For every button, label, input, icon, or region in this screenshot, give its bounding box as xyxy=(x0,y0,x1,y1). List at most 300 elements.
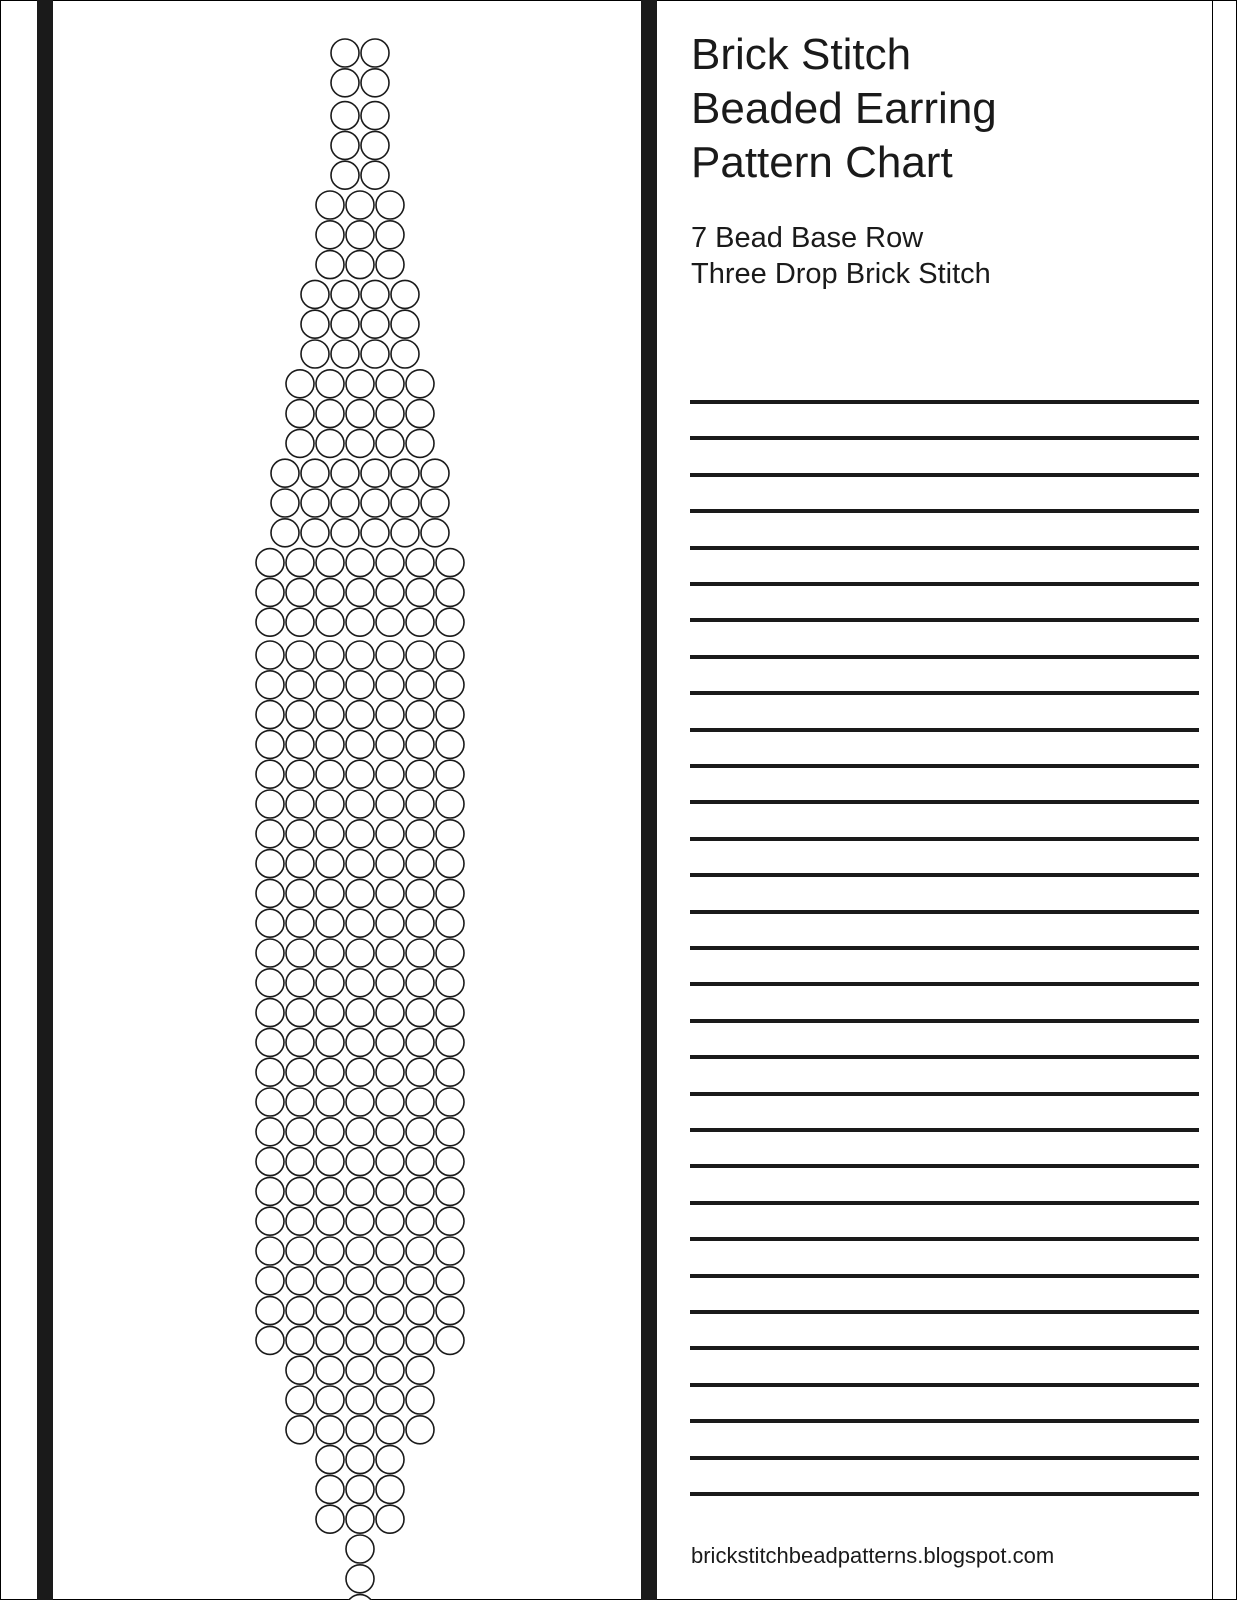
bead-circle xyxy=(421,459,449,487)
bead-circle xyxy=(316,1297,344,1325)
bead-circle xyxy=(256,608,284,636)
bead-circle xyxy=(406,701,434,729)
bead-circle xyxy=(361,69,389,97)
bead-circle xyxy=(346,790,374,818)
bead-circle xyxy=(406,578,434,606)
title-line-1: Brick Stitch xyxy=(691,30,912,79)
bead-circle xyxy=(346,251,374,279)
note-line xyxy=(690,910,1199,914)
bead-circle xyxy=(256,1088,284,1116)
bead-circle xyxy=(316,969,344,997)
bead-circle xyxy=(376,1326,404,1354)
bead-circle xyxy=(316,641,344,669)
bead-circle xyxy=(286,1088,314,1116)
bead-circle xyxy=(361,102,389,130)
bead-circle xyxy=(436,549,464,577)
bead-circle xyxy=(286,608,314,636)
bead-circle xyxy=(346,999,374,1027)
bead-circle xyxy=(331,519,359,547)
bead-circle xyxy=(286,641,314,669)
bead-circle xyxy=(316,1088,344,1116)
bead-circle xyxy=(376,1475,404,1503)
bead-circle xyxy=(286,850,314,878)
bead-circle xyxy=(436,790,464,818)
chart-subtitle xyxy=(691,220,1191,292)
bead-circle xyxy=(286,760,314,788)
bead-circle xyxy=(256,1177,284,1205)
bead-circle xyxy=(346,760,374,788)
bead-circle xyxy=(406,1416,434,1444)
bead-circle xyxy=(286,1326,314,1354)
title-line-2: Beaded Earring xyxy=(691,84,997,133)
bead-circle xyxy=(436,608,464,636)
bead-circle xyxy=(301,489,329,517)
bead-circle xyxy=(286,1237,314,1265)
bead-circle xyxy=(286,790,314,818)
bead-circle xyxy=(316,790,344,818)
bead-circle xyxy=(361,161,389,189)
note-line xyxy=(690,618,1199,622)
bead-circle xyxy=(406,760,434,788)
bead-circle xyxy=(256,549,284,577)
bead-circle xyxy=(436,1028,464,1056)
bead-circle xyxy=(406,790,434,818)
bead-circle xyxy=(331,340,359,368)
bead-circle xyxy=(331,459,359,487)
bead-circle xyxy=(346,1595,374,1600)
bead-circle xyxy=(346,1386,374,1414)
note-line xyxy=(690,1456,1199,1460)
bead-circle xyxy=(316,1058,344,1086)
bead-circle xyxy=(391,310,419,338)
bead-circle xyxy=(436,1297,464,1325)
bead-circle xyxy=(256,730,284,758)
bead-circle xyxy=(376,820,404,848)
bead-circle xyxy=(316,850,344,878)
bead-circle xyxy=(316,1505,344,1533)
note-line xyxy=(690,764,1199,768)
bead-circle xyxy=(316,1148,344,1176)
bead-circle xyxy=(301,340,329,368)
bead-circle xyxy=(286,879,314,907)
bead-circle xyxy=(316,701,344,729)
bead-circle xyxy=(406,939,434,967)
bead-circle xyxy=(346,1028,374,1056)
bead-circle xyxy=(406,370,434,398)
bead-circle xyxy=(376,790,404,818)
bead-circle xyxy=(331,69,359,97)
bead-circle xyxy=(436,820,464,848)
bead-circle xyxy=(406,1326,434,1354)
bead-circle xyxy=(331,310,359,338)
bead-circle xyxy=(376,1416,404,1444)
bead-circle xyxy=(271,519,299,547)
bead-circle xyxy=(436,760,464,788)
bead-circle xyxy=(286,730,314,758)
bead-circle xyxy=(406,730,434,758)
bead-circle xyxy=(346,1535,374,1563)
bead-circle xyxy=(436,1058,464,1086)
bead-circle xyxy=(406,969,434,997)
note-line xyxy=(690,800,1199,804)
bead-circle xyxy=(436,1207,464,1235)
bead-circle xyxy=(376,1118,404,1146)
bead-circle xyxy=(346,578,374,606)
bead-circle xyxy=(406,999,434,1027)
bead-circle xyxy=(286,939,314,967)
bead-circle xyxy=(271,489,299,517)
note-line xyxy=(690,1237,1199,1241)
bead-circle xyxy=(316,1118,344,1146)
center-divider-bar xyxy=(641,0,657,1600)
note-line xyxy=(690,946,1199,950)
bead-circle xyxy=(346,1326,374,1354)
bead-circle xyxy=(346,1058,374,1086)
bead-circle xyxy=(256,909,284,937)
bead-circle xyxy=(361,489,389,517)
bead-circle xyxy=(376,999,404,1027)
bead-circle xyxy=(406,1088,434,1116)
note-line xyxy=(690,728,1199,732)
bead-circle xyxy=(316,760,344,788)
bead-circle xyxy=(436,641,464,669)
bead-circle xyxy=(376,1088,404,1116)
bead-circle xyxy=(346,1237,374,1265)
bead-circle xyxy=(406,1267,434,1295)
bead-circle xyxy=(316,370,344,398)
bead-circle xyxy=(346,1088,374,1116)
bead-circle xyxy=(316,400,344,428)
note-line xyxy=(690,691,1199,695)
bead-circle xyxy=(286,1058,314,1086)
bead-circle xyxy=(256,1118,284,1146)
bead-circle xyxy=(406,1148,434,1176)
bead-circle xyxy=(346,701,374,729)
bead-circle xyxy=(286,1416,314,1444)
bead-circle xyxy=(286,1177,314,1205)
title-line-3: Pattern Chart xyxy=(691,138,953,187)
bead-circle xyxy=(346,671,374,699)
bead-circle xyxy=(256,701,284,729)
bead-circle xyxy=(436,701,464,729)
bead-circle xyxy=(361,39,389,67)
bead-circle xyxy=(256,1326,284,1354)
note-line xyxy=(690,1201,1199,1205)
bead-circle xyxy=(286,671,314,699)
bead-circle xyxy=(376,549,404,577)
bead-circle xyxy=(436,1237,464,1265)
bead-circle xyxy=(286,429,314,457)
bead-circle xyxy=(421,519,449,547)
bead-circle xyxy=(346,1446,374,1474)
bead-circle xyxy=(286,999,314,1027)
bead-circle xyxy=(316,221,344,249)
bead-circle xyxy=(346,1416,374,1444)
right-border-line xyxy=(1212,0,1213,1600)
note-line xyxy=(690,1419,1199,1423)
bead-circle xyxy=(406,1177,434,1205)
bead-circle xyxy=(286,1267,314,1295)
bead-circle xyxy=(256,578,284,606)
bead-circle xyxy=(346,939,374,967)
bead-circle xyxy=(346,1148,374,1176)
bead-circle xyxy=(316,939,344,967)
bead-circle xyxy=(346,909,374,937)
bead-circle xyxy=(376,850,404,878)
bead-circle xyxy=(406,1297,434,1325)
bead-circle xyxy=(331,280,359,308)
bead-circle xyxy=(346,191,374,219)
bead-circle xyxy=(346,1475,374,1503)
bead-circle xyxy=(286,1207,314,1235)
bead-circle xyxy=(256,939,284,967)
bead-circle xyxy=(436,578,464,606)
bead-circle xyxy=(346,730,374,758)
bead-circle xyxy=(346,1505,374,1533)
bead-circle xyxy=(376,608,404,636)
bead-circle xyxy=(376,1297,404,1325)
bead-circle xyxy=(316,909,344,937)
bead-circle xyxy=(406,1237,434,1265)
bead-circle xyxy=(391,280,419,308)
bead-circle xyxy=(316,1028,344,1056)
note-line xyxy=(690,1274,1199,1278)
bead-circle xyxy=(406,1058,434,1086)
bead-circle xyxy=(331,489,359,517)
bead-circle xyxy=(316,1446,344,1474)
bead-circle xyxy=(346,1297,374,1325)
bead-circle xyxy=(346,1207,374,1235)
bead-circle xyxy=(391,340,419,368)
bead-circle xyxy=(391,519,419,547)
note-line xyxy=(690,1310,1199,1314)
bead-circle xyxy=(346,1565,374,1593)
bead-circle xyxy=(316,1386,344,1414)
bead-circle xyxy=(316,730,344,758)
bead-circle xyxy=(316,820,344,848)
bead-circle xyxy=(316,1356,344,1384)
note-line xyxy=(690,1019,1199,1023)
bead-circle xyxy=(286,578,314,606)
bead-circle xyxy=(436,999,464,1027)
bead-circle xyxy=(256,969,284,997)
bead-circle xyxy=(406,1356,434,1384)
bead-circle xyxy=(376,429,404,457)
bead-circle xyxy=(361,340,389,368)
note-line xyxy=(690,837,1199,841)
bead-circle xyxy=(346,820,374,848)
note-line xyxy=(690,1092,1199,1096)
bead-circle xyxy=(436,730,464,758)
bead-circle xyxy=(346,641,374,669)
bead-circle xyxy=(406,1028,434,1056)
bead-circle xyxy=(376,939,404,967)
bead-circle xyxy=(421,489,449,517)
bead-circle xyxy=(376,1207,404,1235)
bead-circle xyxy=(286,1118,314,1146)
bead-circle xyxy=(316,608,344,636)
bead-circle xyxy=(376,1058,404,1086)
bead-circle xyxy=(406,820,434,848)
bead-circle xyxy=(316,1207,344,1235)
bead-circle xyxy=(286,1028,314,1056)
bead-circle xyxy=(286,909,314,937)
subtitle-stitch-type: Three Drop Brick Stitch xyxy=(691,258,991,290)
chart-title xyxy=(691,28,1191,190)
bead-circle xyxy=(256,879,284,907)
note-line xyxy=(690,509,1199,513)
bead-circle xyxy=(391,459,419,487)
bead-circle xyxy=(436,671,464,699)
bead-circle xyxy=(436,850,464,878)
bead-circle xyxy=(256,1297,284,1325)
bead-circle xyxy=(436,969,464,997)
bead-circle xyxy=(376,701,404,729)
bead-circle xyxy=(406,1118,434,1146)
bead-circle xyxy=(301,519,329,547)
note-line xyxy=(690,400,1199,404)
bead-circle xyxy=(376,1177,404,1205)
bead-circle xyxy=(346,429,374,457)
bead-circle xyxy=(286,1148,314,1176)
bead-circle xyxy=(376,1505,404,1533)
bead-circle xyxy=(331,102,359,130)
note-line xyxy=(690,473,1199,477)
bead-circle xyxy=(256,671,284,699)
bead-circle xyxy=(376,1446,404,1474)
bead-circle xyxy=(376,909,404,937)
note-line xyxy=(690,1492,1199,1496)
bead-circle xyxy=(436,1088,464,1116)
bead-circle xyxy=(361,280,389,308)
bead-circle xyxy=(406,429,434,457)
bead-circle xyxy=(346,879,374,907)
bead-circle xyxy=(376,969,404,997)
bead-circle xyxy=(406,909,434,937)
bead-circle xyxy=(346,608,374,636)
bead-circle xyxy=(376,1267,404,1295)
bead-circle xyxy=(316,191,344,219)
bead-circle xyxy=(256,820,284,848)
bead-circle xyxy=(406,879,434,907)
note-line xyxy=(690,1128,1199,1132)
bead-circle xyxy=(256,1267,284,1295)
bead-circle xyxy=(376,760,404,788)
bead-circle xyxy=(316,578,344,606)
bead-circle xyxy=(256,850,284,878)
bead-circle xyxy=(376,578,404,606)
bead-circle xyxy=(376,400,404,428)
note-line xyxy=(690,582,1199,586)
bead-circle xyxy=(286,549,314,577)
bead-circle xyxy=(436,1118,464,1146)
bead-circle xyxy=(286,400,314,428)
note-line xyxy=(690,1164,1199,1168)
bead-circle xyxy=(346,1267,374,1295)
bead-circle xyxy=(361,131,389,159)
note-line xyxy=(690,1055,1199,1059)
bead-circle xyxy=(436,1267,464,1295)
bead-circle xyxy=(316,1416,344,1444)
bead-circle xyxy=(406,1386,434,1414)
bead-circle xyxy=(436,879,464,907)
bead-circle xyxy=(301,459,329,487)
bead-circle xyxy=(256,641,284,669)
bead-circle xyxy=(406,850,434,878)
bead-circle xyxy=(436,1326,464,1354)
bead-circle xyxy=(391,489,419,517)
bead-circle xyxy=(361,459,389,487)
bead-circle xyxy=(436,1148,464,1176)
bead-circle xyxy=(346,1118,374,1146)
bead-circle xyxy=(301,280,329,308)
bead-circle xyxy=(316,1237,344,1265)
bead-circle xyxy=(376,221,404,249)
note-line xyxy=(690,1383,1199,1387)
bead-circle xyxy=(376,671,404,699)
bead-circle xyxy=(376,191,404,219)
bead-circle xyxy=(316,1475,344,1503)
bead-circle xyxy=(286,1297,314,1325)
bead-circle xyxy=(346,370,374,398)
bead-circle xyxy=(256,1237,284,1265)
subtitle-base-row: 7 Bead Base Row xyxy=(691,222,924,254)
bead-circle xyxy=(436,939,464,967)
bead-circle xyxy=(316,1177,344,1205)
bead-circle xyxy=(346,221,374,249)
bead-circle xyxy=(376,1386,404,1414)
bead-circle xyxy=(376,251,404,279)
bead-circle xyxy=(316,879,344,907)
bead-circle xyxy=(376,1237,404,1265)
bead-circle xyxy=(376,1356,404,1384)
bead-circle xyxy=(271,459,299,487)
bead-circle xyxy=(256,1148,284,1176)
bead-circle xyxy=(406,549,434,577)
bead-circle xyxy=(406,1207,434,1235)
bead-circle xyxy=(361,519,389,547)
bead-circle xyxy=(436,1177,464,1205)
bead-circle xyxy=(316,1267,344,1295)
bead-circle xyxy=(316,251,344,279)
bead-circle xyxy=(316,549,344,577)
bead-circle xyxy=(406,400,434,428)
bead-circle xyxy=(346,850,374,878)
bead-circle xyxy=(256,999,284,1027)
note-line xyxy=(690,655,1199,659)
bead-circle xyxy=(376,370,404,398)
bead-circle xyxy=(286,1356,314,1384)
bead-circle xyxy=(316,1326,344,1354)
footer-url: brickstitchbeadpatterns.blogspot.com xyxy=(691,1543,1055,1568)
bead-circle xyxy=(256,1028,284,1056)
bead-circle xyxy=(286,701,314,729)
bead-circle xyxy=(286,1386,314,1414)
bead-circle xyxy=(406,641,434,669)
note-line xyxy=(690,982,1199,986)
bead-circle xyxy=(406,671,434,699)
note-line xyxy=(690,1346,1199,1350)
bead-circle xyxy=(316,671,344,699)
note-line xyxy=(690,546,1199,550)
note-line xyxy=(690,436,1199,440)
bead-circle xyxy=(361,310,389,338)
bead-circle xyxy=(346,969,374,997)
bead-circle xyxy=(331,39,359,67)
bead-circle xyxy=(376,1148,404,1176)
bead-circle xyxy=(256,1058,284,1086)
bead-circle xyxy=(346,549,374,577)
